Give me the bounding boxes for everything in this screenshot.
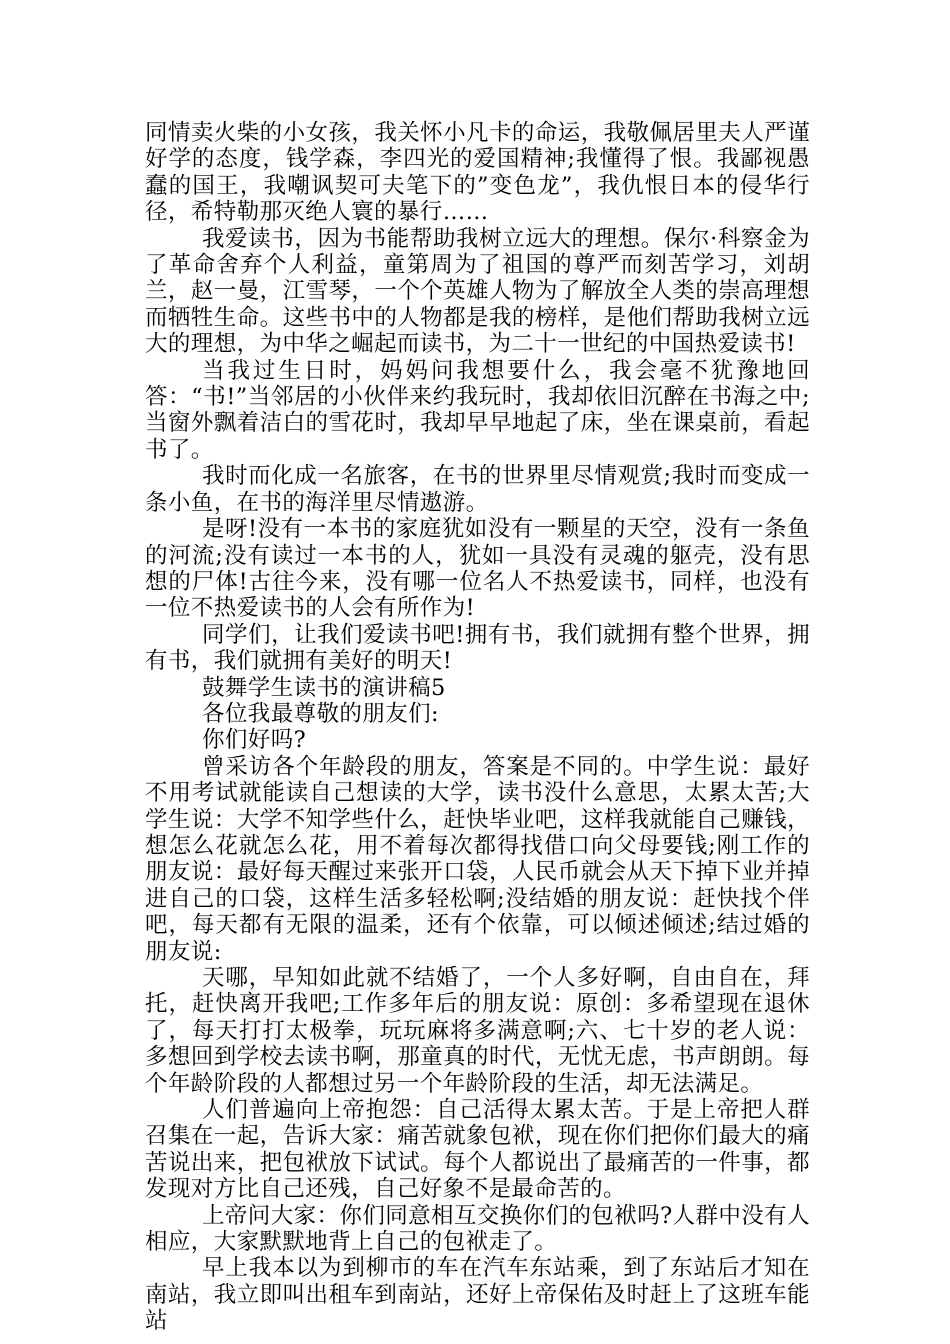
paragraph: 是呀!没有一本书的家庭犹如没有一颗星的天空，没有一条鱼的河流;没有读过一本书的人，犹如一具没有灵魂的躯壳，没有思想的尸体!古往今来，没有哪一位名人不热爱读书，同样，也没有一位不热爱读书的人会有所作为!: [145, 516, 810, 622]
greeting: 你们好吗?: [202, 727, 307, 754]
salutation: 各位我最尊敬的朋友们:: [202, 700, 439, 727]
paragraph: 同情卖火柴的小女孩，我关怀小凡卡的命运，我敬佩居里夫人严谨好学的态度，钱学森，李四光的爱国精神;我懂得了恨。我鄙视愚蠢的国王，我嘲讽契可夫笔下的”变色龙”，我仇恨日本的侵华行径，希特勒那灭绝人寰的暴行……: [145, 120, 810, 226]
section-heading: 鼓舞学生读书的演讲稿5: [202, 674, 446, 701]
paragraph: 当我过生日时，妈妈问我想要什么，我会毫不犹豫地回答：“书!”当邻居的小伙伴来约我玩时，我却依旧沉醉在书海之中;当窗外飘着洁白的雪花时，我却早早地起了床，坐在课桌前，看起书了。: [145, 357, 810, 463]
paragraph: 人们普遍向上帝抱怨：自己活得太累太苦。于是上帝把人群召集在一起，告诉大家：痛苦就象包袱，现在你们把你们最大的痛苦说出来，把包袱放下试试。每个人都说出了最痛苦的一件事，都发现对方比自己还残，自己好象不是最命苦的。: [145, 1097, 810, 1203]
paragraph: 上帝问大家：你们同意相互交换你们的包袱吗?人群中没有人相应，大家默默地背上自己的包袱走了。: [145, 1202, 810, 1256]
document-body: [145, 120, 810, 1335]
paragraph: 我时而化成一名旅客，在书的世界里尽情观赏;我时而变成一条小鱼，在书的海洋里尽情遨游。: [145, 463, 810, 516]
paragraph: 同学们，让我们爱读书吧!拥有书，我们就拥有整个世界，拥有书，我们就拥有美好的明天!: [145, 621, 810, 675]
paragraph: 我爱读书，因为书能帮助我树立远大的理想。保尔·科察金为了革命舍弃个人利益，童第周为了祖国的尊严而刻苦学习，刘胡兰，赵一曼，江雪琴，一个个英雄人物为了解放全人类的崇高理想而牺牲生命。这些书中的人物都是我的榜样，是他们帮助我树立远大的理想，为中华之崛起而读书，为二十一世纪的中国热爱读书!: [145, 225, 810, 358]
paragraph: 曾采访各个年龄段的朋友，答案是不同的。中学生说：最好不用考试就能读自己想读的大学，读书没什么意思，太累太苦;大学生说：大学不知学些什么，赶快毕业吧，这样我就能自己赚钱，想怎么花就怎么花，用不着每次都得找借口向父母要钱;刚工作的朋友说：最好每天醒过来张开口袋，人民币就会从天下掉下业并掉进自己的口袋，这样生活多轻松啊;没结婚的朋友说：赶快找个伴吧，每天都有无限的温柔，还有个依靠，可以倾述倾述;结过婚的朋友说:: [145, 753, 810, 965]
paragraph: 早上我本以为到柳市的车在汽车东站乘，到了东站后才知在南站，我立即叫出租车到南站，还好上帝保佑及时赶上了这班车能站: [145, 1255, 810, 1335]
paragraph: 天哪，早知如此就不结婚了，一个人多好啊，自由自在，拜托，赶快离开我吧;工作多年后的朋友说：原创：多希望现在退休了，每天打打太极拳，玩玩麻将多满意啊;六、七十岁的老人说：多想回到学校去读书啊，那童真的时代，无忧无虑，书声朗朗。每个年龄阶段的人都想过另一个年龄阶段的生活，却无法满足。: [145, 965, 810, 1097]
